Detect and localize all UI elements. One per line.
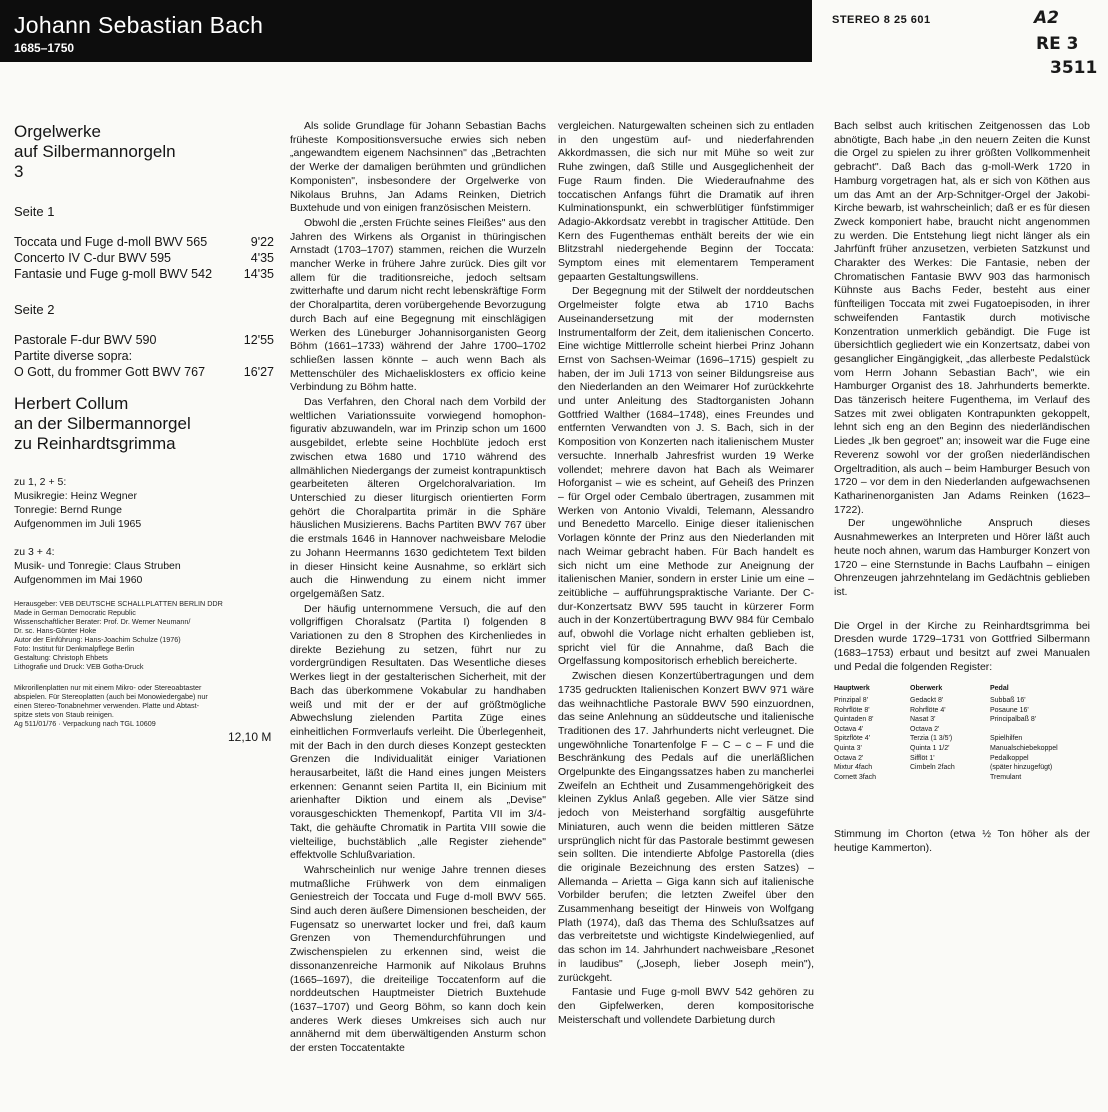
essay-column-2 xyxy=(558,120,814,1100)
track-item xyxy=(14,348,274,364)
manual-column xyxy=(834,684,914,782)
track-item xyxy=(14,234,274,250)
album-title xyxy=(14,122,176,182)
track-duration: 16'27 xyxy=(243,365,274,379)
publisher-line: Autor der Einführung: Hans-Joachim Schulze (1976) xyxy=(14,635,181,644)
organ-stop: Manualschiebekoppel xyxy=(990,744,1058,752)
credit-line: Musik- und Tonregie: Claus Struben xyxy=(14,560,181,572)
track-title: Concerto IV C-dur BWV 595 xyxy=(14,251,172,265)
organ-stop: Prinzipal 8' xyxy=(834,697,869,705)
essay-paragraph: Der ungewöhnliche Anspruch dieses Ausnahmewerkes an Interpreten und Hörer läßt auch heute noch ahnen, warum das Hamburger Konzert von 1720 – eine Sternstunde in Bachs Laufbahn – einigen Ohrenzeugen jahrzehntelang im Gedächtnis geblieben ist. xyxy=(834,517,1090,598)
credit-line: zu 1, 2 + 5: xyxy=(14,476,67,488)
track-title: Partite diverse sopra: xyxy=(14,349,133,363)
track-duration: 12'55 xyxy=(243,333,274,347)
catalog-number: STEREO 8 25 601 xyxy=(832,14,931,26)
organ-stop: Mixtur 4fach xyxy=(834,764,873,772)
track-duration: 9'22 xyxy=(250,235,274,249)
composer-name: Johann Sebastian Bach xyxy=(14,12,264,38)
organ-stop: Quinta 1 1/2' xyxy=(910,744,950,752)
publisher-line: Herausgeber: VEB DEUTSCHE SCHALLPLATTEN BERLIN DDR xyxy=(14,599,223,608)
manual-name: Oberwerk xyxy=(910,685,943,693)
organ-stop: Rohrflöte 4' xyxy=(910,706,946,714)
organ-stop: Cornett 3fach xyxy=(834,773,877,781)
notice-line: Mikrorillenplatten nur mit einem Mikro- oder Stereoabtaster xyxy=(14,683,202,692)
price-label: 12,10 M xyxy=(228,730,272,744)
organ-stop: Octava 2' xyxy=(910,725,940,733)
organ-registers xyxy=(834,684,1090,812)
side-label: Seite 2 xyxy=(14,302,55,317)
organ-stop: Quintaden 8' xyxy=(834,716,874,724)
track-item xyxy=(14,250,274,266)
organ-stop xyxy=(990,725,1086,735)
album-title-line: Orgelwerke xyxy=(14,122,101,141)
credit-line: Tonregie: Bernd Runge xyxy=(14,504,122,516)
essay-paragraph: Das Verfahren, den Choral nach dem Vorbild der weltlichen Variationssuite vorwiegend homophon-figurativ abzuwandeln, war im Prinzip schon um 1600 ausgebildet, erlebte seine Hochblüte jedoch erst zwischen etwa 1680 und 1710 während des allmählichen Niedergangs der zumeist kontrapunktisch gearbeiteten älteren Orgelchoralvariation. Im Unterschied zu dieser liturgisch orientierten Form gehört die Choralpartita primär in die Sphäre häuslichen Musizierens. Bachs Partiten BWV 767 über die erstmals 1646 in Hannover nachweisbare Melodie zu Johann Heermanns 1630 gedichtetem Text bilden in dieser Hinsicht keine Ausnahme, so erklärt sich auch die Hinwendung zu einem nicht immer orgelgemäßen Satz. xyxy=(290,396,546,600)
performer-line: zu Reinhardtsgrimma xyxy=(14,434,176,453)
performer-line: an der Silbermannorgel xyxy=(14,414,191,433)
organ-stop: Cimbeln 2fach xyxy=(910,764,955,772)
performer-block xyxy=(14,394,191,454)
performer-line: Herbert Collum xyxy=(14,394,129,413)
manual-name: Hauptwerk xyxy=(834,685,870,693)
track-item xyxy=(14,364,274,380)
organ-stop: Spitzflöte 4' xyxy=(834,735,870,743)
header-bar xyxy=(0,0,812,62)
essay-paragraph: vergleichen. Naturgewalten scheinen sich zu entladen in den ungestüm auf- und niederfahrenden Akkordmassen, die sich nur mit Mühe so weit zur Ruhe zwingen, daß Stille und Ausgeglichenheit der Fuge Raum finden. Die Wiederaufnahme des toccatischen Anfangs führt die Dramatik auf ihren Kulminationspunkt, ein schwerblütiger fünfstimmiger Adagio-Akkordsatz verebbt in tragischer Attitüde. Den Kern des Fugenthemas enthält bereits der wie ein Blitzstrahl niedergehende Beginn der Toccata: Symptom eines mit elementarem Temperament gepaarten Gestaltungswillens. xyxy=(558,120,814,283)
organ-stop: Subbaß 16' xyxy=(990,697,1026,705)
side-label: Seite 1 xyxy=(14,204,55,219)
essay-paragraph: Bach selbst auch kritischen Zeitgenossen das Lob abnötigte, Bach habe „in den neuern Zeiten die Kunst die Orgel zu spielen zu ihrer größten Vollkommenheit gebracht". Daß Bach das g-moll-Werk 1720 in Hamburg vorgetragen hat, als er sich von Köthen aus um das Amt an der Arp-Schnitger-Orgel der Jakobi-Kirche bewarb, ist wahrscheinlich; daß er es für diesen Zweck komponiert habe, braucht nicht angenommen zu werden. Die Entstehung liegt nicht länger als ein Jahrfünft früher anzusetzen, verbieten Satzkunst und Charakter des Werkes: Die Fantasie, neben der Chromatischen Fantasie BWV 903 das harmonisch Kühnste aus Bachs Feder, besteht aus einer fünfteiligen Toccata mit zwei Fugatoepisoden, in ihrer schweifenden Fantastik durch motivische Konzentration unmerklich gebändigt. Die Fuge ist übersichtlich gegliedert wie ein Konzertsatz, dabei von gesanglicher Eingängigkeit, „das allerbeste Pedalstück vom Herrn Johann Sebastian Bach", wie ein Hamburger Organist des 18. Jahrhunderts bemerkte. Das tänzerisch heitere Fugenthema, im Verlauf des Satzes mit zwei obligaten Kontrapunkten gekoppelt, lehnt sich eng an den Beginn des niederländischen Liedes „Ik ben gegroet" an; insoweit war die Fuge eine Reverenz sowohl vor der großen niederländischen Orgeltradition, als auch – beim Hamburger Besuch von 1720 – vor dem in den Niederlanden aufgewachsenen Katharinenorganisten Jan Adams Reinken (1623–1722). xyxy=(834,120,1090,516)
stop-list xyxy=(990,696,1086,782)
essay-paragraph: Fantasie und Fuge g-moll BWV 542 gehören zu den Gipfelwerken, deren kompositorische Meisterschaft und vollendete Darbietung durch xyxy=(558,986,814,1026)
essay-paragraph: Der häufig unternommene Versuch, die auf den vollgriffigen Choralsatz (Partita I) folgenden 8 Variationen zu den 8 Strophen des Kirchenliedes in direkte Beziehung zu setzen, führt nur zu vordergründigen Resultaten. Das Wesentliche dieses Werkes liegt in der gestalterischen Sicherheit, mit der Bach das überkommene Vokabular zu handhaben weiß und mit der er der auf größtmögliche Abwechslung zielenden Partita Züge eines einheitlichen Formverlaufs verleiht. Die Überlegenheit, mit der Bach in den durch dieses Konzept gesteckten Grenzen die Individualität einiger Variationen herausarbeitet, läßt die Hand eines jungen Meisters erkennen: Genannt seien Partita II, ein Bicinium mit arienhafter Diktion und einem als „Devise" vorausgeschickten Themenkopf, Partita VII im 3/4-Takt, die gehäufte Chromatik in Partita VIII sowie die vielteilige, buchstäblich „alle Register ziehende" effektvolle Schlußvariation. xyxy=(290,602,546,862)
organ-stop: (später hinzugefügt) xyxy=(990,764,1053,772)
album-title-line: 3 xyxy=(14,162,24,181)
organ-stop: Tremulant xyxy=(990,773,1022,781)
stop-list xyxy=(834,696,914,782)
stop-list xyxy=(910,696,990,773)
essay-paragraph: Obwohl die „ersten Früchte seines Fleißes" aus den Jahren des Wirkens als Organist in thüringischen Arnstadt (1703–1707) stammen, reichen die Wurzeln mancher Werke in frühere Jahre zurück. Dies gilt vor allem für die traditionsreiche, jedoch seltsam zwitterhafte und darum nicht recht lebenskräftige Form der Choralpartita, deren vorübergehende Bevorzugung durch Bach auf eine Begegnung mit einschlägigen Werken des Lüneburger Johannisorganisten Georg Böhm (1661–1733) während der Jahre 1700–1702 schließen lassen könnte – auch wenn Bach als Mettenschüler des Michaelisklosters ex officio keine Verbindung zu Böhm hatte. xyxy=(290,216,546,394)
handwritten-mark: 3511 xyxy=(1050,58,1098,78)
notice-line: einen Stereo-Tonabnehmer verwenden. Platte und Abtast- xyxy=(14,701,199,710)
organ-stop: Octava 2' xyxy=(834,754,864,762)
publisher-line: Dr. sc. Hans-Günter Hoke xyxy=(14,626,97,635)
publisher-line: Made in German Democratic Republic xyxy=(14,608,136,617)
credit-line: zu 3 + 4: xyxy=(14,546,55,558)
organ-intro: Die Orgel in der Kirche zu Reinhardtsgrimma bei Dresden wurde 1729–1731 von Gottfried Silbermann (1683–1753) erbaut und besitzt auf zwei Manualen und Pedal die folgenden Register: xyxy=(834,619,1090,673)
tuning-note: Stimmung im Chorton (etwa ½ Ton höher als der heutige Kammerton). xyxy=(834,828,1090,855)
organ-stop: Terzia (1 3/5') xyxy=(910,735,953,743)
publisher-line: Wissenschaftlicher Berater: Prof. Dr. Werner Neumann/ xyxy=(14,617,191,626)
notice-line: Ag 511/01/76 · Verpackung nach TGL 10609 xyxy=(14,719,156,728)
track-duration: 4'35 xyxy=(250,251,274,265)
organ-stop: Principalbaß 8' xyxy=(990,716,1037,724)
essay-paragraph: Zwischen diesen Konzertübertragungen und dem 1735 gedruckten Italienischen Konzert BWV 971 wäre das weihnachtliche Pastorale BWV 590 einzuordnen, das seine Anlehnung an süddeutsche und italienische Traditionen des 17. Jahrhunderts nicht verleugnet. Die ungewöhnliche Tonartenfolge F – C – c – F und die Beschränkung des Pedals auf die unerläßlichen Orgelpunkte des Eingangssatzes haben zu mancherlei Zweifeln an Echtheit und Zusammengehörigkeit des kleinen Zyklus Anlaß gegeben. Alle vier Sätze sind jedoch von Meisterhand sorgfältig ausgeführte Miniaturen, auch wenn die beiden mittleren Sätze ursprünglich nicht für das Pastorale bestimmt gewesen sein sollten. Die intendierte Abfolge Pastorella (dies die originale Bezeichnung des ersten Satzes) – Allemanda – Arietta – Giga kann sich auf italienische Vorbilder berufen; die letzten Zweifel über den Zusammenhang beseitigt der Hinweis von Wolfgang Plath (1974), daß das Thema des Schlußsatzes auf das verbreitetste und wichtigste Kindelwiegenlied, auf das schon im 14. Jahrhundert nachweisbare „Resonet in laudibus" („Joseph, lieber Joseph mein"), zurückgeht. xyxy=(558,670,814,984)
credit-line: Musikregie: Heinz Wegner xyxy=(14,490,137,502)
composer-years: 1685–1750 xyxy=(14,41,75,55)
manual-column xyxy=(990,684,1086,782)
handwritten-mark: A2 xyxy=(1034,8,1059,28)
essay-paragraph: Als solide Grundlage für Johann Sebastian Bachs früheste Kompositionsversuche erwies sich neben „angewandtem eigenem Nachsinnen" das „Betrachten der Werke der damaligen berühmten und gründlichen Komponisten", insbesondere der Orgelwerke von Nikolaus Bruhns, Jan Adams Reinken, Dietrich Buxtehude und von einigen französischen Meistern. xyxy=(290,120,546,215)
organ-stop: Pedalkoppel xyxy=(990,754,1029,762)
organ-stop: Nasat 3' xyxy=(910,716,936,724)
publisher-line: Gestaltung: Christoph Ehbets xyxy=(14,653,108,662)
essay-column-1 xyxy=(290,120,546,1100)
publisher-line: Lithografie und Druck: VEB Gotha-Druck xyxy=(14,662,144,671)
track-title: Toccata und Fuge d-moll BWV 565 xyxy=(14,235,208,249)
organ-stop: Posaune 16' xyxy=(990,706,1029,714)
album-title-line: auf Silbermannorgeln xyxy=(14,142,176,161)
credit-line: Aufgenommen im Mai 1960 xyxy=(14,574,143,586)
track-title: Fantasie und Fuge g-moll BWV 542 xyxy=(14,267,213,281)
essay-paragraph: Der Begegnung mit der Stilwelt der norddeutschen Orgelmeister folgte etwa ab 1710 Bachs Auseinandersetzung mit der modernsten Instrumentalform der Zeit, dem italienischen Concerto. Eine wichtige Mittlerrolle scheint hierbei Prinz Johann Ernst von Sachsen-Weimar (1696–1715) gespielt zu haben, der im Juli 1713 von seiner Bildungsreise aus den Niederlanden an den Weimarer Hof zurückkehrte und unter Anleitung des Stadtorganisten Johann Gottfried Walther (1684–1748), eines Freundes und entfernten Verwandten von J. S. Bach, sich in der Komposition von Konzerten nach italienischem Muster versuchte. Innerhalb Jahresfrist wurden 19 Werke vollendet; mehrere davon hat Bach als Weimarer Hoforganist – wie es scheint, auf Geheiß des Prinzen – für Orgel oder Cembalo übertragen, zusammen mit Werken von Antonio Vivaldi, Telemann, Alessandro und Benedetto Marcello. Einige dieser italienischen Vorlagen könnte der Prinz aus den Niederlanden mit nach Weimar gebracht haben. Für Bach handelt es sich nicht um eine Methode zur Aneignung der italienischen Manier, sondern in erster Linie um eine – zeitübliche – aufführungspraktische Variante. Der C-dur-Konzertsatz BWV 595 taucht in kürzerer Form auch in der Konzertübertragung BWV 984 für Cembalo auf, obwohl die Vorlage nicht erhalten geblieben ist, spricht viel für die Annahme, daß Bach die Orgelfassung kompositorisch erheblich bereicherte. xyxy=(558,285,814,668)
organ-stop: Rohrflöte 8' xyxy=(834,706,870,714)
manual-column xyxy=(910,684,990,772)
manual-name: Pedal xyxy=(990,685,1009,693)
credit-line: Aufgenommen im Juli 1965 xyxy=(14,518,142,530)
organ-stop: Gedackt 8' xyxy=(910,697,944,705)
organ-stop: Spielhilfen xyxy=(990,735,1023,743)
organ-stop: Sifflöt 1' xyxy=(910,754,935,762)
notice-line: spitze stets von Staub reinigen. xyxy=(14,710,114,719)
track-item xyxy=(14,266,274,282)
track-title: Pastorale F-dur BWV 590 xyxy=(14,333,157,347)
track-title: O Gott, du frommer Gott BWV 767 xyxy=(14,365,206,379)
essay-paragraph: Wahrscheinlich nur wenige Jahre trennen dieses mutmaßliche Frühwerk von dem einmaligen Geniestreich der Toccata und Fuge d-moll BWV 565. Sind auch deren äußere Dimensionen bescheiden, der Fugensatz so unerwartet locker und frei, daß kaum Grenzen von Themendurchführungen und Zwischenspielen zu erkennen sind, weist die dissonanzenreiche Harmonik auf Nikolaus Bruhns (1665–1697), die dreiteilige Toccatenform auf die norddeutschen Hauptmeister Dietrich Buxtehude (1637–1707) und Georg Böhm, so kann doch kein anderes Werk dieses Umkreises sich auch nur annähernd mit dem überwältigenden Ansturm schon der ersten Toccatentakte xyxy=(290,863,546,1055)
publisher-line: Foto: Institut für Denkmalpflege Berlin xyxy=(14,644,135,653)
organ-stop: Quinta 3' xyxy=(834,744,862,752)
track-item xyxy=(14,332,274,348)
notice-line: abspielen. Für Stereoplatten (auch bei Monowiedergabe) nur xyxy=(14,692,208,701)
essay-column-3 xyxy=(834,120,1090,1100)
track-duration: 14'35 xyxy=(243,267,274,281)
handwritten-mark: RE 3 xyxy=(1036,34,1079,54)
organ-stop: Octava 4' xyxy=(834,725,864,733)
